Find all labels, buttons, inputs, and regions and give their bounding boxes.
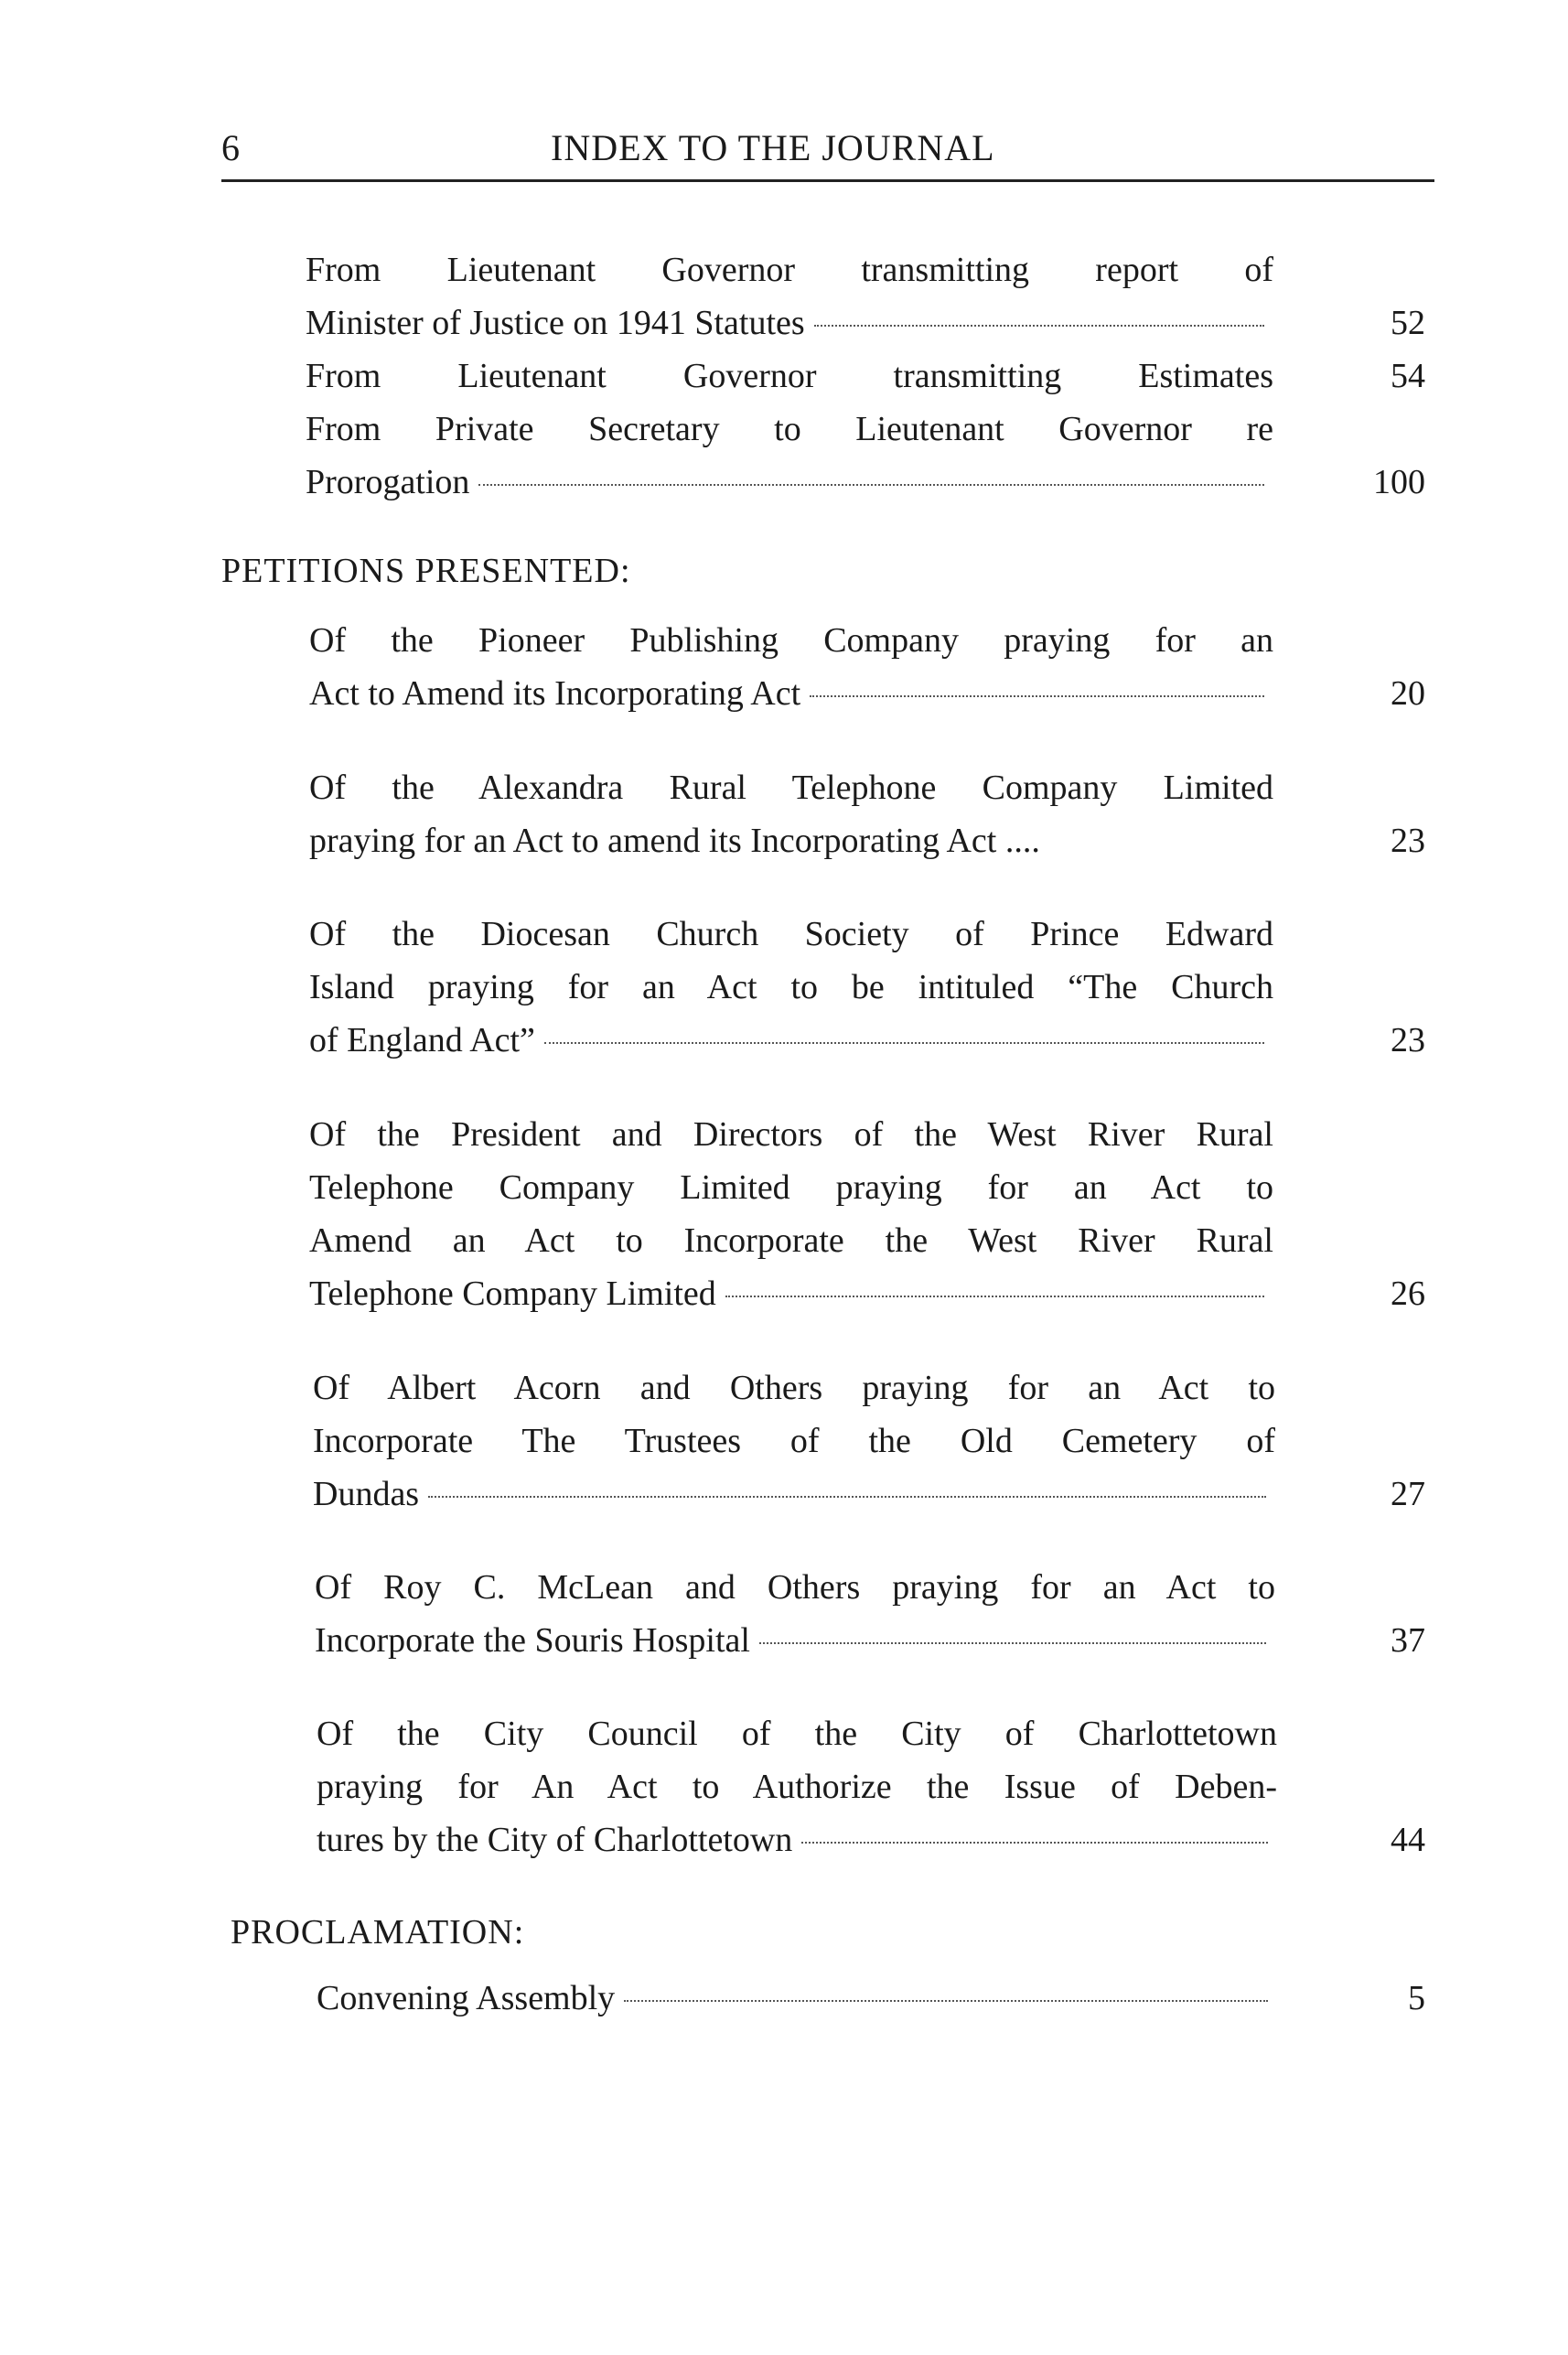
leader-dots (759, 1642, 1266, 1644)
entry-line: Minister of Justice on 1941 Statutes (306, 297, 1273, 349)
entry-line: Of the Alexandra Rural Telephone Company Limited (309, 769, 1273, 807)
page-number: 6 (221, 127, 240, 168)
header-rule (221, 179, 1434, 182)
entry-line: of England Act” (309, 1015, 1273, 1066)
entry-page: 26 (1391, 1274, 1425, 1313)
section-heading-proclamation: PROCLAMATION: (231, 1913, 525, 1952)
entry-line: Dundas (313, 1468, 1275, 1520)
entry-line: Amend an Act to Incorporate the West River Rural (309, 1221, 1273, 1260)
entry-page: 27 (1391, 1475, 1425, 1513)
entry-line: Act to Amend its Incorporating Act (309, 668, 1273, 719)
section-heading-petitions: PETITIONS PRESENTED: (221, 552, 631, 590)
running-head: INDEX TO THE JOURNAL (551, 127, 995, 168)
entry-line: Of Albert Acorn and Others praying for an Act to (313, 1369, 1275, 1407)
entry-line: Incorporate the Souris Hospital (315, 1615, 1275, 1666)
entry-page: 23 (1391, 1021, 1425, 1059)
leader-dots (428, 1496, 1266, 1498)
entry-line: Island praying for an Act to be intituled “The Church (309, 968, 1273, 1006)
leader-dots (478, 484, 1264, 486)
entry-line: Of Roy C. McLean and Others praying for an Act to (315, 1568, 1275, 1607)
entry-line: tures by the City of Charlottetown (317, 1814, 1277, 1866)
leader-dots (544, 1042, 1264, 1044)
entry-line: praying for An Act to Authorize the Issue of Deben- (317, 1768, 1277, 1806)
entry-line: From Lieutenant Governor transmitting report of (306, 251, 1273, 289)
entry-page: 54 (1391, 357, 1425, 395)
entry-page: 44 (1391, 1821, 1425, 1859)
entry-line: Convening Assembly (317, 1973, 1277, 2024)
entry-page: 20 (1391, 674, 1425, 713)
entry-line: praying for an Act to amend its Incorporating Act .... (309, 822, 1040, 860)
entry-page: 5 (1408, 1979, 1425, 2017)
leader-dots (810, 695, 1264, 697)
entry-page: 100 (1373, 463, 1425, 501)
entry-page: 23 (1391, 822, 1425, 860)
leader-dots (725, 1296, 1264, 1297)
entry-line: Of the President and Directors of the West River Rural (309, 1115, 1273, 1154)
entry-line: Telephone Company Limited (309, 1268, 1273, 1319)
entry-line: From Private Secretary to Lieutenant Governor re (306, 410, 1273, 448)
entry-page: 52 (1391, 304, 1425, 342)
entry-line: Of the Diocesan Church Society of Prince Edward (309, 915, 1273, 953)
entry-line: Telephone Company Limited praying for an Act to (309, 1168, 1273, 1207)
leader-dots (814, 325, 1264, 327)
leader-dots (801, 1842, 1268, 1844)
entry-line: Incorporate The Trustees of the Old Cemetery of (313, 1422, 1275, 1460)
entry-line: From Lieutenant Governor transmitting Estimates (306, 357, 1273, 395)
entry-line: Prorogation (306, 457, 1273, 508)
entry-page: 37 (1391, 1621, 1425, 1660)
entry-line: Of the Pioneer Publishing Company praying for an (309, 621, 1273, 660)
entry-line: Of the City Council of the City of Charlottetown (317, 1715, 1277, 1753)
leader-dots (624, 2000, 1268, 2002)
